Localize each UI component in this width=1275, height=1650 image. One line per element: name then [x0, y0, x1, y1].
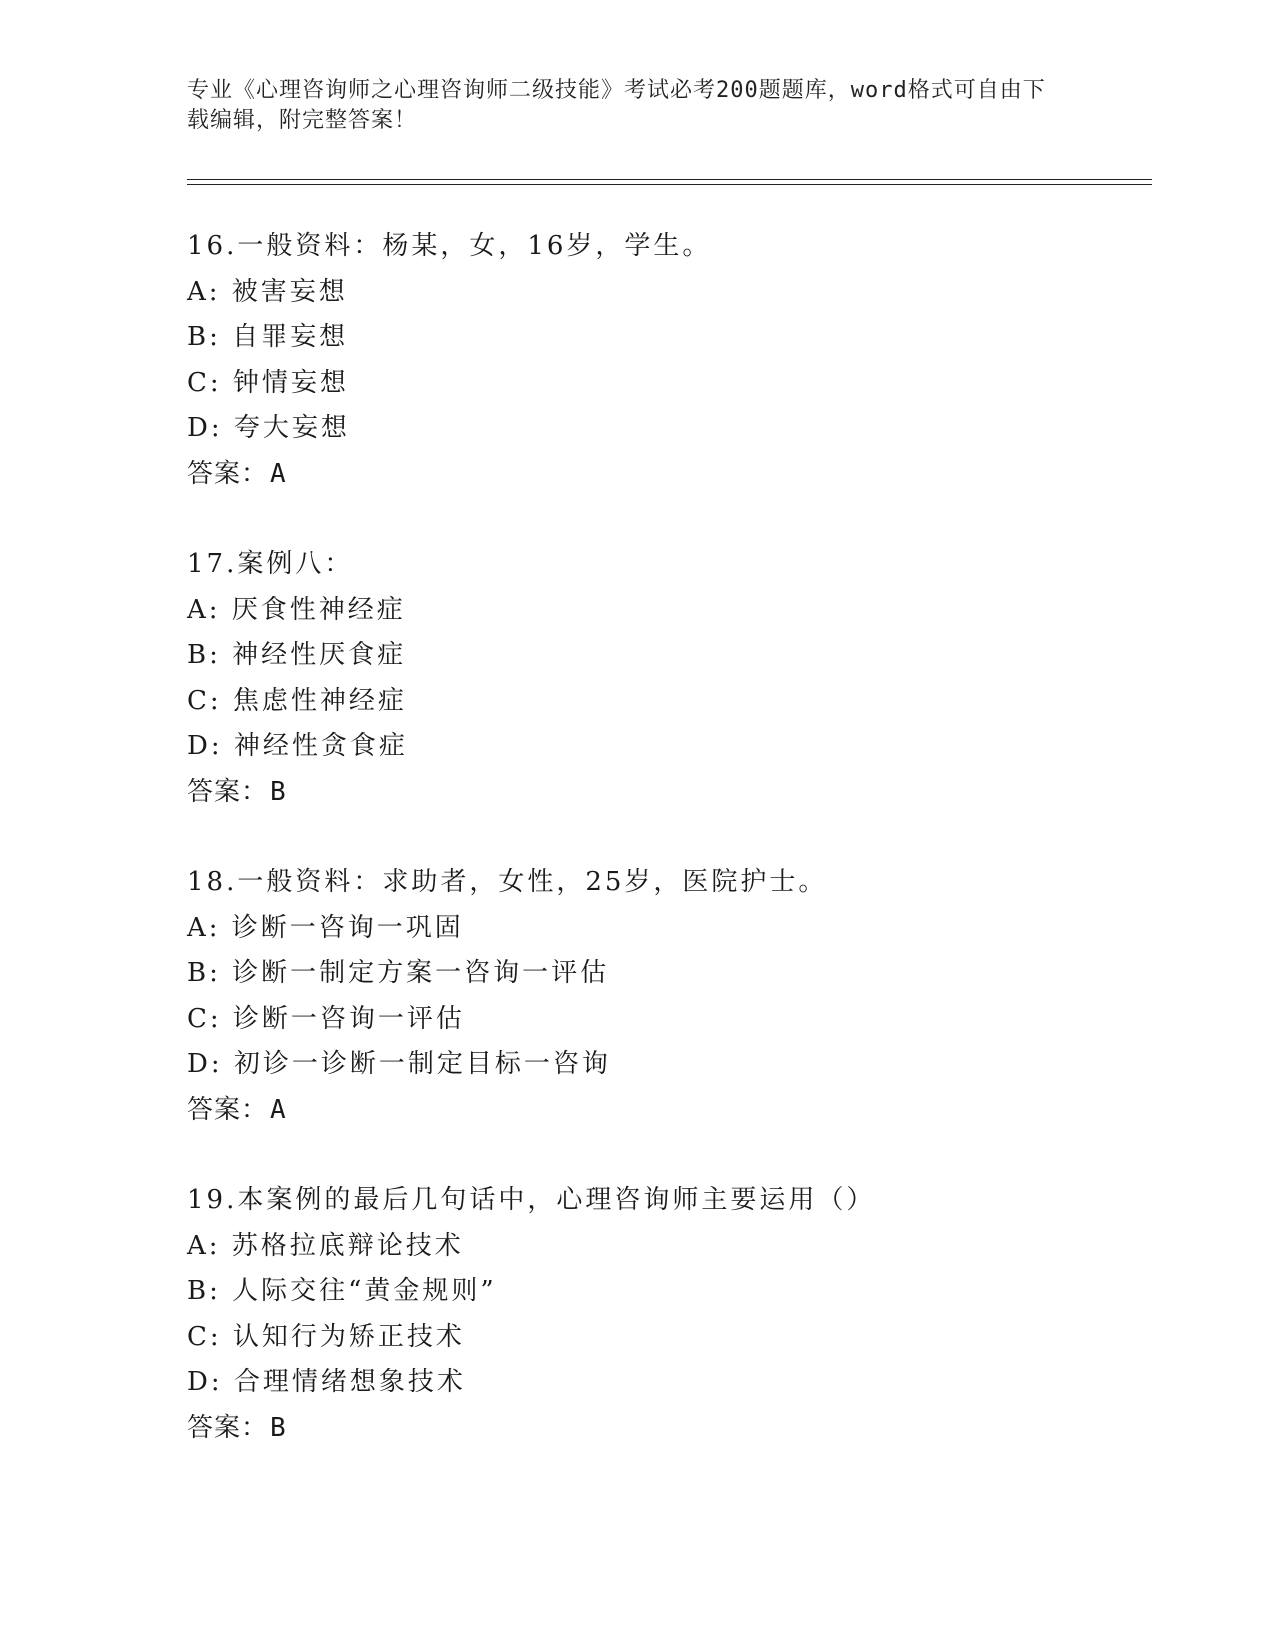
answer-value: A	[270, 1094, 287, 1125]
question-16	[187, 224, 1137, 497]
option-b: B: 神经性厌食症	[187, 640, 407, 670]
answer-label: 答案：	[187, 458, 269, 489]
option-b: B: 诊断一制定方案一咨询一评估	[187, 958, 610, 988]
question-17	[187, 542, 1137, 815]
option-d: D: 初诊一诊断一制定目标一咨询	[187, 1049, 611, 1079]
option-d: D: 神经性贪食症	[187, 731, 408, 761]
option-a: A: 厌食性神经症	[187, 594, 406, 625]
answer-value: B	[270, 776, 287, 807]
answer-label: 答案：	[187, 1094, 269, 1125]
question-stem: 18.一般资料：求助者，女性，25岁，医院护士。	[187, 867, 828, 897]
question-18	[187, 860, 1137, 1133]
option-a: A: 被害妄想	[187, 276, 348, 307]
option-b: B: 自罪妄想	[187, 322, 349, 352]
question-stem: 17.案例八：	[187, 549, 354, 579]
option-a: A: 诊断一咨询一巩固	[187, 912, 464, 943]
question-19	[187, 1178, 1137, 1451]
answer-line	[187, 452, 1137, 498]
answer-line	[187, 1088, 1137, 1134]
question-stem: 19.本案例的最后几句话中，心理咨询师主要运用（）	[187, 1185, 876, 1215]
answer-line	[187, 1406, 1137, 1452]
option-c: C: 焦虑性神经症	[187, 685, 407, 716]
option-c: C: 钟情妄想	[187, 367, 349, 398]
option-a: A: 苏格拉底辩论技术	[187, 1230, 464, 1261]
option-c: C: 诊断一咨询一评估	[187, 1003, 465, 1034]
option-d: D: 夸大妄想	[187, 413, 350, 443]
answer-label: 答案：	[187, 776, 269, 807]
answer-label: 答案：	[187, 1412, 269, 1443]
option-d: D: 合理情绪想象技术	[187, 1367, 466, 1397]
answer-line	[187, 770, 1137, 816]
header-divider-top	[187, 179, 1152, 180]
question-stem: 16.一般资料：杨某，女，16岁，学生。	[187, 231, 712, 261]
option-c: C: 认知行为矫正技术	[187, 1321, 465, 1352]
option-b: B: 人际交往“黄金规则”	[187, 1276, 497, 1306]
answer-value: B	[270, 1412, 287, 1443]
header-divider-bottom	[187, 184, 1152, 185]
document-header: 专业《心理咨询师之心理咨询师二级技能》考试必考200题题库，word格式可自由下载编辑，附完整答案！	[187, 78, 1046, 133]
answer-value: A	[270, 458, 287, 489]
